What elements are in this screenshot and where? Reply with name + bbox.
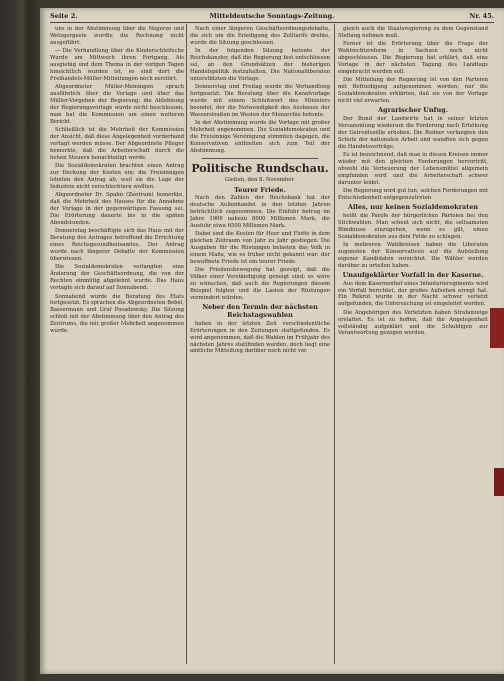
paragraph: Donnerstag beschäftigte sich das Haus mit der Beratung des Antrages betreffend die Errichtung eines Reichsgesundheitsamtes. Der Antrag wurde nach längerer Debatte der Kommission überwiesen. <box>50 228 184 262</box>
paragraph: Nach den Zahlen der Reichsbank hat der deutsche Außenhandel in den letzten Jahren beträchtlich zugenommen. Die Einfuhr betrug im Jahre 1906 nahezu 8000 Millionen Mark, die Ausfuhr etwa 6500 Millionen Mark. <box>190 195 330 229</box>
article-heading: Unaufgeklärter Vorfall in der Kaserne. <box>342 271 484 280</box>
column-2 <box>190 26 330 662</box>
article-heading: Alles, nur keinen Sozialdemokraten <box>347 203 479 212</box>
article-heading: Agrarischer Unfug. <box>377 106 448 115</box>
paragraph: In der Abstimmung wurde die Vorlage mit großer Mehrheit angenommen. Die Sozialdemokraten und die Freisinnige Vereinigung stimmten dagegen, die Konservativen enthielten sich zum Teil der Abstimmung. <box>190 120 330 154</box>
paragraph: In mehreren Wahlkreisen haben die Liberalen zugunsten der Konservativen auf die Aufstellung eigener Kandidaten verzichtet. Die Wähler werden darüber zu urteilen haben. <box>338 241 488 269</box>
paragraph: Nach einer längeren Geschäftsordnungsdebatte, die sich um die Erledigung des Zolltarifs drehte, wurde die Sitzung geschlossen. <box>190 26 330 46</box>
paragraph: Die Angehörigen des Verletzten haben Strafanzeige erstattet. Es ist zu hoffen, daß die Angelegenheit vollständig aufgeklärt und die Schuldigen zur Verantwortung gezogen werden. <box>338 309 488 337</box>
paragraph: gleich auch die Staatsregierung zu dem Gegenstand Stellung nehmen muß. <box>338 26 488 39</box>
paragraph: In der folgenden Sitzung betonte der Reichskanzler, daß die Regierung fest entschlossen sei, an den Grundsätzen der bisherigen Handelspolitik festzuhalten. Die Nationalliberalen unterstützten die Vorlage. <box>190 48 330 82</box>
paragraph: Dabei sind die Kosten für Heer und Flotte in dem gleichen Zeitraum von Jahr zu Jahr gestiegen. Die Ausgaben für die Rüstungen belasten das Volk in einem Maße, wie es früher nicht gekannt war; der bewaffnete Friede ist ein teurer Friede. <box>190 231 330 265</box>
newspaper-title: Mitteldeutsche Sonntags-Zeitung. <box>209 12 335 20</box>
newspaper-page <box>40 8 504 674</box>
article-heading: Neber den Termin der nächsten Reichstagswahlen <box>202 303 318 320</box>
paragraph: — Die Verhandlung über die Kinderschleifsche Wurde am Mittwoch ihren Fortgang. Als ausgiebig und dem Thema in der vorigen Tagen hinsichtlich wurden ist, so sind dort die Freihandels-Müller-Mitteilungen noch zerstört. <box>50 48 184 82</box>
page-number: Seite 2. <box>50 12 78 20</box>
paragraph: Abgeordneter Müller-Meiningen sprach ausführlich über die Vorlage und über das Müller-Vorgehen der Regierung; die Ablehnung der Regierungsvorlage wurde nicht beschlossen, man bat die Kommission um einen weiteren Bericht. <box>50 84 184 125</box>
paragraph: Die Mitteilung der Regierung ist von den Parteien mit Befriedigung aufgenommen worden; nur die Sozialdemokraten erklärten, daß sie von der Vorlage nicht viel erwarten. <box>338 77 488 105</box>
paragraph: Die Regierung wird gut tun, solchen Forderungen mit Entschiedenheit entgegenzutreten. <box>338 188 488 201</box>
section-divider <box>202 158 318 159</box>
paragraph: Die Sozialdemokraten verlangten eine Änderung der Geschäftsordnung, die von der Rechten einmütig abgelehnt wurde. Das Haus vertagte sich darauf auf Sonnabend. <box>50 264 184 292</box>
column-rule <box>186 24 187 664</box>
paragraph: uns in der Abstimmung über die Negerze und Wetzgergeste wurdie die Rechnung nicht ausgeführt. <box>50 26 184 46</box>
page-tab-marker <box>494 468 504 496</box>
paragraph: Donnerstag und Freitag wurde die Verhandlung fortgesetzt. Die Beratung über die Kanalvorlage wurde mit einem Schlußwort des Ministers beendet, der die Notwendigkeit des Ausbaues der Wasserstraßen im Westen der Monarchie betonte. <box>190 84 330 118</box>
paragraph: Abgeordneter Dr. Spahn (Zentrum) bemerkte, daß die Mehrheit des Hauses für die Annahme der Vorlage in der gegenwärtigen Fassung sei. Die Erörterung dauerte bis in die späten Abendstunden. <box>50 192 184 226</box>
column-1 <box>50 26 184 662</box>
paragraph: Schließlich ist die Mehrheit der Kommission der Ansicht, daß diese Angelegenheit vorderhand vertagt werden müsse. Der Abgeordnete Pfleger bemerkte, daß die Arbeiterschaft durch die hohen Steuern benachteiligt werde. <box>50 127 184 161</box>
paragraph: Sonnabend wurde die Beratung des Etats fortgesetzt. Es sprachen die Abgeordneten Bebel, Bassermann und Graf Posadowsky. Die Sitzung schloß mit der Abstimmung über den Antrag des Zentrums, die mit großer Mehrheit angenommen wurde. <box>50 293 184 335</box>
paragraph: heißt die Parole der bürgerlichen Parteien bei den Stichwahlen. Man scheut sich nicht, die seltsamsten Bündnisse einzugehen, wenn es gilt, einen Sozialdemokraten aus dem Felde zu schlagen. <box>338 212 488 240</box>
article-heading: Teurer Friede. <box>234 185 286 194</box>
column-rule <box>334 24 335 664</box>
paragraph: Es ist bezeichnend, daß man in diesen Kreisen immer wieder mit den gleichen Forderungen hervortritt, obwohl die Verteuerung der Lebensmittel allgemein empfunden wird und die Arbeiterschaft schwer darunter leidet. <box>338 152 488 186</box>
page-tab-marker <box>490 308 504 348</box>
paragraph: Die Sozialdemokraten brachten einen Antrag zur Deckung der Kosten ein; die Freisinnigen lehnten den Antrag ab, weil sie die Lage der Industrie nicht verschlechtern wollten. <box>50 163 184 190</box>
paragraph: haben in der letzten Zeit verschiedentliche Erörterungen in den Zeitungen stattgefunden. Es wird angenommen, daß die Wahlen im Frühjahr des nächsten Jahres stattfinden werden, doch liegt eine amtliche Mitteilung darüber noch nicht vor. <box>190 320 330 355</box>
paragraph: Ferner ist die Erörterung über die Frage der Wahlrechtsreform in Sachsen noch nicht abgeschlossen. Die Regierung hat erklärt, daß eine Vorlage in der nächsten Tagung des Landtags eingebracht werden soll. <box>338 41 488 75</box>
issue-number: Nr. 45. <box>469 12 494 20</box>
dateline: Gießen, den 8. November. <box>224 177 295 184</box>
paragraph: Die Friedensbewegung hat gezeigt, daß die Völker einer Verständigung geneigt sind; es wäre zu wünschen, daß auch die Regierungen diesem Beispiel folgten und die Lasten der Rüstungen vermindert würden. <box>190 267 330 301</box>
paragraph: Aus dem Kasernenhof eines Infanterieregiments wird ein Vorfall berichtet, der großes Aufsehen erregt hat. Ein Rekrut wurde in der Nacht schwer verletzt aufgefunden, die Untersuchung ist eingeleitet worden. <box>338 280 488 308</box>
column-3 <box>338 26 488 662</box>
page-header <box>50 11 494 23</box>
section-heading: Politische Rundschau. <box>191 161 329 175</box>
paragraph: Der Bund der Landwirte hat in seiner letzten Versammlung wiederum die Forderung nach Erhöhung der Getreidezölle erhoben. Die Redner verlangten den Schutz der nationalen Arbeit und wandten sich gegen die Handelsverträge. <box>338 115 488 150</box>
